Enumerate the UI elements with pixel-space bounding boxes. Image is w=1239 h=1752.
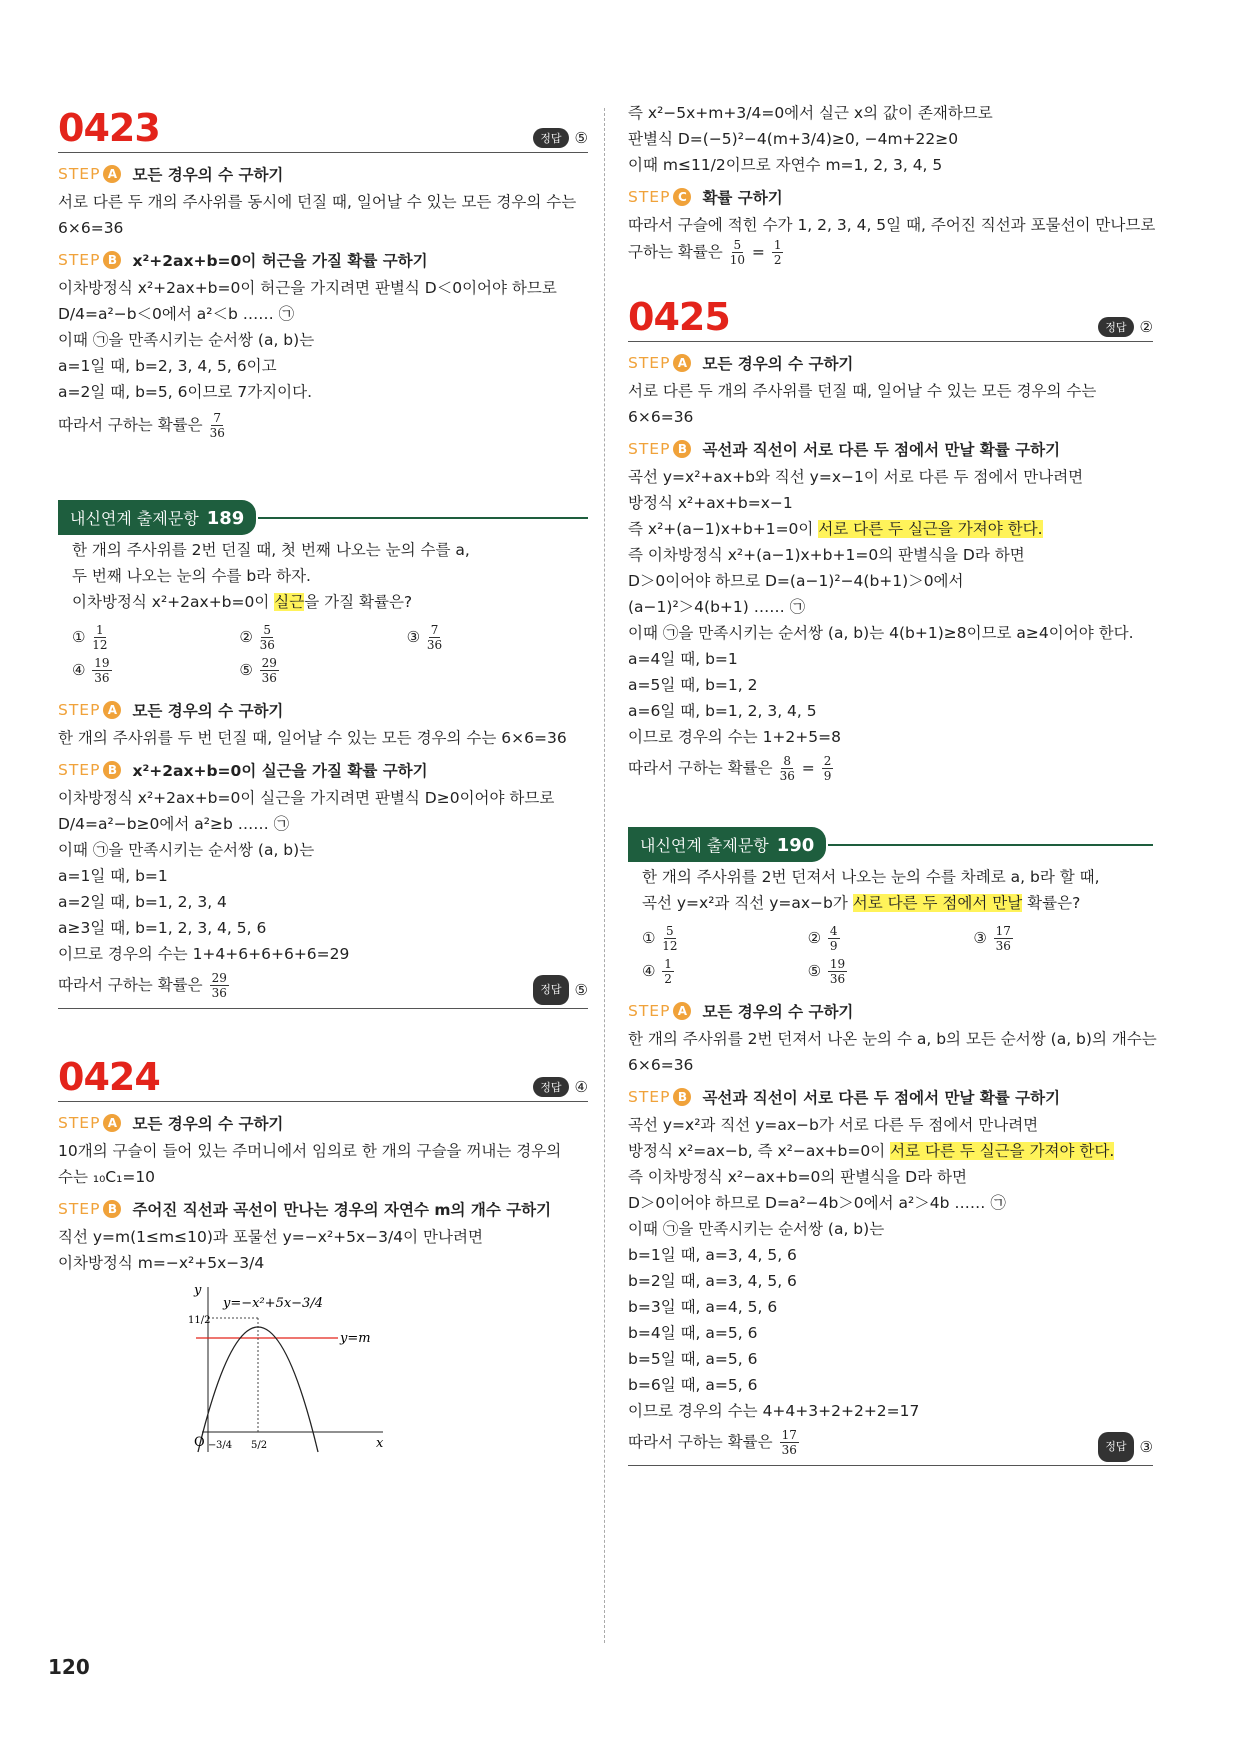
step-letter: A xyxy=(103,165,121,183)
answer-value: ② xyxy=(1139,318,1153,336)
text-line: 즉 x²−5x+m+3/4=0에서 실근 x의 값이 존재하므로 xyxy=(628,104,993,122)
text-line: 이차방정식 m=−x²+5x−3/4 xyxy=(58,1254,265,1272)
problem-0423 xyxy=(58,100,588,440)
step-c xyxy=(628,186,1153,208)
denominator: 12 xyxy=(662,939,678,953)
step-title: 곡선과 직선이 서로 다른 두 점에서 만날 확률 구하기 xyxy=(702,441,1061,459)
choice-fraction xyxy=(92,656,111,685)
step-a xyxy=(58,1112,588,1134)
conclusion: 구하는 확률은 $\frac{5}{10}$ = $\frac{1}{2}$ xyxy=(628,238,782,267)
left-column xyxy=(58,100,588,1461)
step-letter: A xyxy=(103,701,121,719)
question-line: 한 개의 주사위를 2번 던질 때, 첫 번째 나오는 눈의 수를 a, xyxy=(72,541,470,559)
text-line: 한 개의 주사위를 두 번 던질 때, 일어날 수 있는 모든 경우의 수는 6×6=36 xyxy=(58,729,567,747)
numerator: 19 xyxy=(829,957,846,971)
related-body xyxy=(58,519,588,685)
answer-label: 정답 xyxy=(533,975,568,1005)
related-tag-text: 내신연계 출제문항 xyxy=(640,836,769,855)
choice-4 xyxy=(642,957,808,986)
related-problem-190 xyxy=(628,827,1157,1466)
step-title: 곡선과 직선이 서로 다른 두 점에서 만날 확률 구하기 xyxy=(702,1089,1061,1107)
choice-fraction xyxy=(828,957,847,986)
step-label: STEP xyxy=(58,761,101,779)
numerator: 17 xyxy=(781,1428,797,1442)
choice-fraction xyxy=(828,924,840,953)
denominator: 2 xyxy=(773,253,782,267)
result-fraction xyxy=(780,754,795,783)
denominator: 36 xyxy=(94,671,110,685)
text-line: b=1일 때, a=3, 4, 5, 6 xyxy=(628,1246,797,1264)
denominator: 12 xyxy=(92,638,108,652)
text-line: D/4=a²−b≥0에서 a²≥b …… ㉠ xyxy=(58,815,290,833)
step-label: STEP xyxy=(628,188,671,206)
answer-badge xyxy=(1098,1432,1153,1462)
choice-mark: ② xyxy=(807,929,822,947)
denominator: 9 xyxy=(829,939,838,953)
answer-badge xyxy=(533,975,588,1005)
denominator: 36 xyxy=(829,972,846,986)
conclusion-text: 따라서 구하는 확률은 xyxy=(58,416,203,434)
step-label: STEP xyxy=(628,1002,671,1020)
choice-4 xyxy=(72,656,239,685)
answer-value: ④ xyxy=(574,1078,588,1096)
step-label: STEP xyxy=(58,701,101,719)
choice-mark: ② xyxy=(239,628,253,646)
text-line: 이므로 경우의 수는 4+4+3+2+2+2=17 xyxy=(628,1402,920,1420)
choice-mark: ⑤ xyxy=(239,661,253,679)
graph-svg xyxy=(188,1282,388,1457)
step-letter: A xyxy=(673,354,691,372)
conclusion-text: 따라서 구하는 확률은 xyxy=(58,976,203,994)
denominator: 36 xyxy=(779,769,795,783)
column-divider xyxy=(604,108,605,1643)
choice-mark: ④ xyxy=(642,962,656,980)
text-line: b=6일 때, a=5, 6 xyxy=(628,1376,758,1394)
numerator: 7 xyxy=(430,623,439,637)
text-line: a=4일 때, b=1 xyxy=(628,650,738,668)
conclusion: 따라서 구하는 확률은 $\frac{8}{36}$ = $\frac{2}{9}$ xyxy=(628,754,832,783)
step-letter: B xyxy=(673,1088,691,1106)
answer-badge xyxy=(1098,317,1153,337)
answer-badge xyxy=(533,1077,588,1097)
step-title: x²+2ax+b=0이 실근을 가질 확률 구하기 xyxy=(132,762,428,780)
origin-label: O xyxy=(194,1435,205,1450)
choice-fraction xyxy=(662,924,677,953)
numerator: 5 xyxy=(263,623,272,637)
choice-3 xyxy=(973,924,1139,953)
denominator: 36 xyxy=(259,638,275,652)
text-line: 이때 ㉠을 만족시키는 순서쌍 (a, b)는 xyxy=(628,1220,885,1238)
problem-0425 xyxy=(628,289,1153,783)
choice-2 xyxy=(808,924,974,953)
answer-badge xyxy=(533,128,588,148)
step-title: 모든 경우의 수 구하기 xyxy=(132,1115,284,1133)
y-tick-label: 11/2 xyxy=(188,1315,211,1326)
numerator: 5 xyxy=(666,924,674,938)
numerator: 29 xyxy=(261,656,277,670)
solution-189 xyxy=(58,699,588,1009)
text-line: 6×6=36 xyxy=(628,408,694,426)
text-span: 방정식 x²=ax−b, 즉 x²−ax+b=0이 xyxy=(628,1142,891,1160)
numerator: 7 xyxy=(213,411,222,425)
line-label: y=m xyxy=(340,1331,371,1346)
x-tick-label: 3/4 xyxy=(216,1440,233,1451)
step-a xyxy=(58,699,588,721)
result-fraction xyxy=(210,971,229,1000)
text-span: 즉 x²+(a−1)x+b+1=0이 xyxy=(628,520,819,538)
text-line: D＞0이어야 하므로 D=(a−1)²−4(b+1)＞0에서 xyxy=(628,572,964,590)
denominator: 2 xyxy=(664,972,672,986)
parabola-graph xyxy=(188,1282,588,1461)
highlight: 서로 다른 두 실근을 가져야 한다. xyxy=(890,1142,1115,1160)
step-b xyxy=(58,759,588,781)
y-axis-label: y xyxy=(194,1283,202,1298)
x-tick-label: 5/2 xyxy=(251,1440,268,1451)
text-line: b=3일 때, a=4, 5, 6 xyxy=(628,1298,778,1316)
answer-value: ③ xyxy=(1139,1438,1153,1456)
text-line: 곡선 y=x²과 직선 y=ax−b가 서로 다른 두 점에서 만나려면 xyxy=(628,1116,1039,1134)
text-line: 이므로 경우의 수는 1+4+6+6+6+6=29 xyxy=(58,945,350,963)
highlight: 서로 다른 두 점에서 만날 xyxy=(852,894,1023,912)
choice-mark: ③ xyxy=(973,929,987,947)
text-line: 이때 ㉠을 만족시키는 순서쌍 (a, b)는 4(b+1)≥8이므로 a≥4이어야 한다. xyxy=(628,624,1134,642)
step-label: STEP xyxy=(628,440,671,458)
page-number: 120 xyxy=(48,1655,90,1679)
section-end-rule xyxy=(628,1465,1153,1466)
problem-header xyxy=(58,1049,588,1102)
step-b xyxy=(58,1198,588,1220)
choice-fraction xyxy=(427,623,442,652)
related-tag-text: 내신연계 출제문항 xyxy=(70,509,199,528)
section-end-rule xyxy=(58,1008,588,1009)
text-line: 판별식 D=(−5)²−4(m+3/4)≥0, −4m+22≥0 xyxy=(628,130,959,148)
text-line: 이때 m≤11/2이므로 자연수 m=1, 2, 3, 4, 5 xyxy=(628,156,943,174)
text-line: a≥3일 때, b=1, 2, 3, 4, 5, 6 xyxy=(58,919,267,937)
step-b xyxy=(58,249,588,271)
step-label: STEP xyxy=(58,1200,101,1218)
answer-value: ⑤ xyxy=(574,129,588,147)
step-letter: B xyxy=(103,251,121,269)
text-line: 한 개의 주사위를 2번 던져서 나온 눈의 수 a, b의 모든 순서쌍 (a, b)의 개수는 xyxy=(628,1030,1157,1048)
conclusion xyxy=(58,971,588,1000)
conclusion-text: 따라서 구하는 확률은 xyxy=(628,759,773,777)
step-letter: B xyxy=(103,761,121,779)
text-line: 10개의 구슬이 들어 있는 주머니에서 임의로 한 개의 구슬을 꺼내는 경우의 xyxy=(58,1142,562,1160)
answer-label: 정답 xyxy=(1098,1432,1133,1462)
x-axis-label: x xyxy=(376,1436,384,1451)
numerator: 2 xyxy=(823,754,832,768)
step-title: 확률 구하기 xyxy=(702,189,783,207)
text-line: 서로 다른 두 개의 주사위를 동시에 던질 때, 일어날 수 있는 모든 경우의 수는 xyxy=(58,193,577,211)
related-tag xyxy=(628,827,826,862)
question-text: 확률은? xyxy=(1022,894,1081,912)
answer-label: 정답 xyxy=(1098,317,1133,337)
text-line: b=5일 때, a=5, 6 xyxy=(628,1350,758,1368)
text-line: 6×6=36 xyxy=(58,219,124,237)
step-b xyxy=(628,438,1153,460)
result-fraction xyxy=(772,238,784,267)
answer-label: 정답 xyxy=(533,128,568,148)
choice-mark: ① xyxy=(72,628,86,646)
step-label: STEP xyxy=(58,1114,101,1132)
choice-fraction xyxy=(260,623,275,652)
text-line: 곡선 y=x²+ax+b와 직선 y=x−1이 서로 다른 두 점에서 만나려면 xyxy=(628,468,1084,486)
step-a xyxy=(58,163,588,185)
denominator: 36 xyxy=(781,1443,797,1457)
conclusion xyxy=(58,411,588,440)
step-b xyxy=(628,1086,1153,1108)
text-line: 이때 ㉠을 만족시키는 순서쌍 (a, b)는 xyxy=(58,841,315,859)
result-fraction xyxy=(210,411,225,440)
numerator: 4 xyxy=(829,924,838,938)
text-line: 즉 이차방정식 x²−ax+b=0의 판별식을 D라 하면 xyxy=(628,1168,967,1186)
denominator: 36 xyxy=(426,638,443,652)
step-title: 주어진 직선과 곡선이 만나는 경우의 자연수 m의 개수 구하기 xyxy=(132,1201,552,1219)
choice-1 xyxy=(642,924,808,953)
text-line xyxy=(628,516,1153,542)
denominator: 9 xyxy=(823,769,832,783)
choice-5 xyxy=(239,656,406,685)
numerator: 8 xyxy=(783,754,792,768)
related-problem-189 xyxy=(58,500,588,1009)
choice-1 xyxy=(72,623,239,652)
choice-mark: ④ xyxy=(72,661,86,679)
curve-label: y=−x²+5x−3/4 xyxy=(223,1296,323,1311)
choice-3 xyxy=(407,623,574,652)
choice-2 xyxy=(239,623,406,652)
related-number: 190 xyxy=(776,835,815,856)
choice-fraction xyxy=(92,623,107,652)
problem-0424 xyxy=(58,1049,588,1461)
problem-number: 0425 xyxy=(628,295,730,339)
choice-mark: ① xyxy=(642,929,656,947)
numerator: 5 xyxy=(733,238,742,252)
text-line: a=2일 때, b=1, 2, 3, 4 xyxy=(58,893,227,911)
numerator: 1 xyxy=(96,623,104,637)
step-label: STEP xyxy=(58,251,101,269)
numerator: 17 xyxy=(995,924,1011,938)
text-line: a=1일 때, b=1 xyxy=(58,867,168,885)
text-line: 이때 ㉠을 만족시키는 순서쌍 (a, b)는 xyxy=(58,331,315,349)
text-line xyxy=(628,1138,1153,1164)
text-line: D＞0이어야 하므로 D=a²−4b＞0에서 a²＞4b …… ㉠ xyxy=(628,1194,1006,1212)
step-title: 모든 경우의 수 구하기 xyxy=(132,702,284,720)
solution-190 xyxy=(628,1000,1157,1466)
step-a xyxy=(628,352,1153,374)
numerator: 1 xyxy=(664,957,672,971)
text-line: a=2일 때, b=5, 6이므로 7가지이다. xyxy=(58,383,313,401)
text-line: a=1일 때, b=2, 3, 4, 5, 6이고 xyxy=(58,357,277,375)
text-line: 서로 다른 두 개의 주사위를 던질 때, 일어날 수 있는 모든 경우의 수는 xyxy=(628,382,1097,400)
step-title: 모든 경우의 수 구하기 xyxy=(702,355,854,373)
step-letter: C xyxy=(673,188,691,206)
related-number: 189 xyxy=(206,508,245,529)
step-label: STEP xyxy=(628,1088,671,1106)
related-body xyxy=(628,846,1153,986)
text-line: a=5일 때, b=1, 2 xyxy=(628,676,758,694)
text-line: (a−1)²＞4(b+1) …… ㉠ xyxy=(628,598,806,616)
question-line: 한 개의 주사위를 2번 던져서 나오는 눈의 수를 차례로 a, b라 할 때, xyxy=(642,868,1100,886)
highlight: 서로 다른 두 실근을 가져야 한다. xyxy=(818,520,1043,538)
answer-label: 정답 xyxy=(533,1077,568,1097)
choice-mark: ③ xyxy=(406,628,421,646)
step-letter: A xyxy=(103,1114,121,1132)
text-line: 이므로 경우의 수는 1+2+5=8 xyxy=(628,728,841,746)
question-line xyxy=(72,589,574,615)
highlight: 실근 xyxy=(274,593,305,611)
conclusion xyxy=(628,1428,1153,1457)
denominator: 10 xyxy=(729,253,745,267)
step-title: 모든 경우의 수 구하기 xyxy=(702,1003,854,1021)
choices xyxy=(72,623,574,685)
right-column xyxy=(628,100,1157,1466)
choice-5 xyxy=(808,957,974,986)
text-line: 방정식 x²+ax+b=x−1 xyxy=(628,494,793,512)
step-title: x²+2ax+b=0이 허근을 가질 확률 구하기 xyxy=(132,252,428,270)
denominator: 36 xyxy=(261,671,277,685)
text-line: 수는 ₁₀C₁=10 xyxy=(58,1168,156,1186)
denominator: 36 xyxy=(211,986,227,1000)
text-line: 따라서 구슬에 적힌 수가 1, 2, 3, 4, 5일 때, 주어진 직선과 포물선이 만나므로 xyxy=(628,216,1156,234)
denominator: 36 xyxy=(995,939,1011,953)
choice-fraction xyxy=(994,924,1013,953)
text-line: a=6일 때, b=1, 2, 3, 4, 5 xyxy=(628,702,817,720)
text-line: 직선 y=m(1≤m≤10)과 포물선 y=−x²+5x−3/4이 만나려면 xyxy=(58,1228,483,1246)
question-text: 이차방정식 x²+2ax+b=0이 xyxy=(72,593,275,611)
step-label: STEP xyxy=(58,165,101,183)
conclusion-text: 따라서 구하는 확률은 xyxy=(628,1433,773,1451)
result-fraction xyxy=(730,238,745,267)
problem-header xyxy=(628,289,1153,342)
step-letter: A xyxy=(673,1002,691,1020)
problem-header xyxy=(58,100,588,153)
result-fraction xyxy=(822,754,834,783)
text-line: 즉 이차방정식 x²+(a−1)x+b+1=0의 판별식을 D라 하면 xyxy=(628,546,1025,564)
step-label: STEP xyxy=(628,354,671,372)
text-line: 6×6=36 xyxy=(628,1056,694,1074)
numerator: 19 xyxy=(94,656,110,670)
text-line: D/4=a²−b＜0에서 a²＜b …… ㉠ xyxy=(58,305,295,323)
text-line: b=4일 때, a=5, 6 xyxy=(628,1324,758,1342)
choice-mark: ⑤ xyxy=(807,962,822,980)
problem-number: 0423 xyxy=(58,106,160,150)
question-text: 곡선 y=x²과 직선 y=ax−b가 xyxy=(642,894,853,912)
choices xyxy=(642,924,1139,986)
conclusion-text: 구하는 확률은 xyxy=(628,243,723,261)
numerator: 29 xyxy=(211,971,227,985)
problem-number: 0424 xyxy=(58,1055,160,1099)
question-line: 두 번째 나오는 눈의 수를 b라 하자. xyxy=(72,567,311,585)
step-title: 모든 경우의 수 구하기 xyxy=(132,166,284,184)
result-fraction xyxy=(780,1428,799,1457)
choice-fraction xyxy=(260,656,279,685)
step-a xyxy=(628,1000,1153,1022)
numerator: 1 xyxy=(773,238,782,252)
denominator: 36 xyxy=(209,426,225,440)
answer-value: ⑤ xyxy=(574,981,588,999)
question-text: 을 가질 확률은? xyxy=(304,593,413,611)
related-tag xyxy=(58,500,256,535)
text-line: 이차방정식 x²+2ax+b=0이 실근을 가지려면 판별식 D≥0이어야 하므로 xyxy=(58,789,555,807)
step-letter: B xyxy=(673,440,691,458)
choice-fraction xyxy=(662,957,674,986)
x-tick-sign: − xyxy=(208,1440,217,1451)
text-line: 이차방정식 x²+2ax+b=0이 허근을 가지려면 판별식 D＜0이어야 하므로 xyxy=(58,279,557,297)
text-line: b=2일 때, a=3, 4, 5, 6 xyxy=(628,1272,797,1290)
parabola-curve xyxy=(198,1327,318,1452)
question-line xyxy=(642,890,1139,916)
step-letter: B xyxy=(103,1200,121,1218)
